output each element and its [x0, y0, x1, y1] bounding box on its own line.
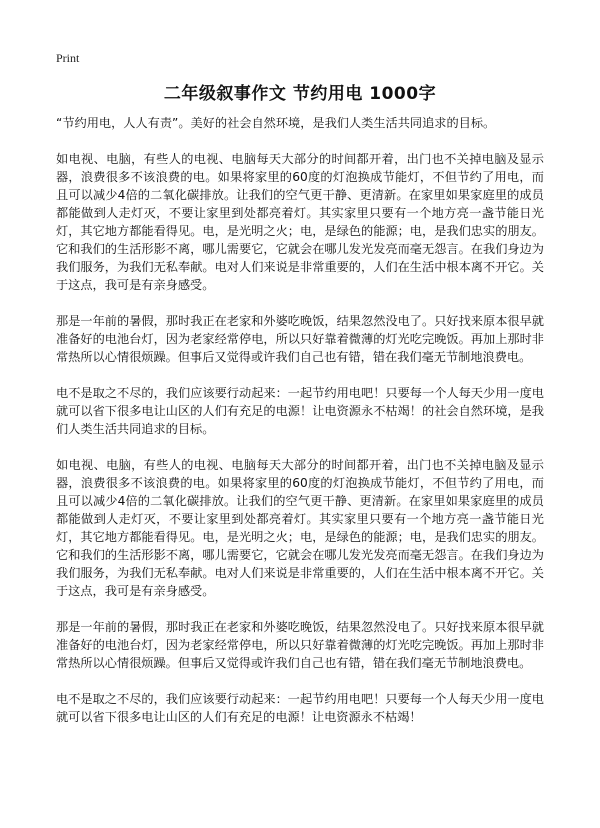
paragraph-4: 电不是取之不尽的，我们应该要行动起来：一起节约用电吧！只要每一个人每天少用一度电就可以省下很多电让山区的人们有充足的电源！让电资源永不枯竭！的社会自然环境，是我们人类生活共同追求的目标。: [56, 386, 544, 436]
paragraph-1: “节约用电，人人有责”。美好的社会自然环境，是我们人类生活共同追求的目标。: [56, 116, 496, 130]
paragraph-3: 那是一年前的暑假，那时我正在老家和外婆吃晚饭，结果忽然没电了。只好找来原本很早就准备好的电池台灯，因为老家经常停电，所以只好靠着微薄的灯光吃完晚饭。再加上那时非常热所以心情很烦躁。但事后又觉得或许我们自己也有错，错在我们毫无节制地浪费电。: [56, 314, 544, 364]
paragraph-7: 电不是取之不尽的，我们应该要行动起来：一起节约用电吧！只要每一个人每天少用一度电就可以省下很多电让山区的人们有充足的电源！让电资源永不枯竭！: [56, 692, 544, 724]
print-link[interactable]: Print: [56, 51, 80, 65]
paragraph-2: 如电视、电脑，有些人的电视、电脑每天大部分的时间都开着，出门也不关掉电脑及显示器，浪费很多不该浪费的电。如果将家里的60度的灯泡换成节能灯，不但节约了用电，而且可以减少4倍的二氧化碳排放。让我们的空气更干静、更清新。在家里如果家庭里的成员都能做到人走灯灭，不要让家里到处都亮着灯。其实家里只要有一个地方亮一盏节能日光灯，其它地方都能看得见。电，是光明之火；电，是绿色的能源；电，是我们忠实的朋友。它和我们的生活形影不离，哪儿需要它，它就会在哪儿发光发亮而毫无怨言。在我们身边为我们服务，为我们无私奉献。电对人们来说是非常重要的，人们在生活中根本离不开它。关于这点，我可是有亲身感受。: [56, 152, 544, 292]
article-title: 二年级叙事作文 节约用电 1000字: [163, 84, 437, 104]
article-body: [56, 114, 544, 726]
paragraph-5: 如电视、电脑，有些人的电视、电脑每天大部分的时间都开着，出门也不关掉电脑及显示器，浪费很多不该浪费的电。如果将家里的60度的灯泡换成节能灯，不但节约了用电，而且可以减少4倍的二氧化碳排放。让我们的空气更干静、更清新。在家里如果家庭里的成员都能做到人走灯灭，不要让家里到处都亮着灯。其实家里只要有一个地方亮一盏节能日光灯，其它地方都能看得见。电，是光明之火；电，是绿色的能源；电，是我们忠实的朋友。它和我们的生活形影不离，哪儿需要它，它就会在哪儿发光发亮而毫无怨言。在我们身边为我们服务，为我们无私奉献。电对人们来说是非常重要的，人们在生活中根本离不开它。关于这点，我可是有亲身感受。: [56, 458, 544, 598]
paragraph-6: 那是一年前的暑假，那时我正在老家和外婆吃晚饭，结果忽然没电了。只好找来原本很早就准备好的电池台灯，因为老家经常停电，所以只好靠着微薄的灯光吃完晚饭。再加上那时非常热所以心情很烦躁。但事后又觉得或许我们自己也有错，错在我们毫无节制地浪费电。: [56, 620, 544, 670]
